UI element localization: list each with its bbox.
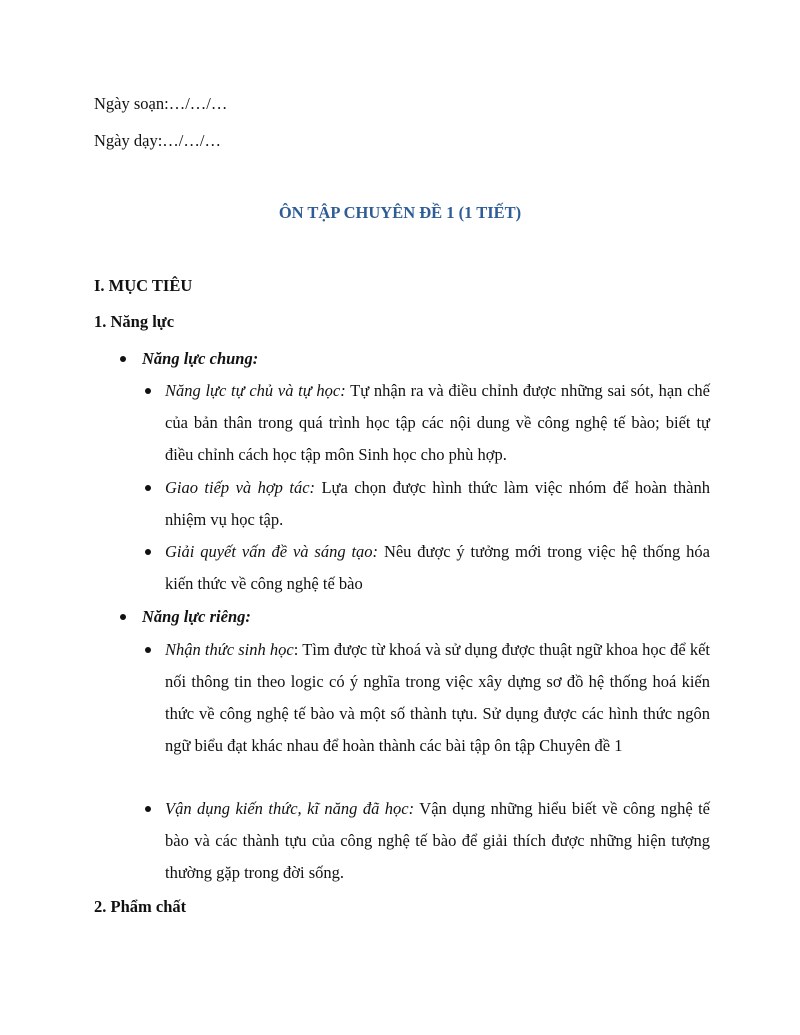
item-text: Tự nhận ra và điều chỉnh được những sai sót, hạn chế của bản thân trong quá trình học tập các nội dung về công nghệ tế bào; biết tự điều chỉnh cách học tập môn Sinh học cho phù hợp. xyxy=(165,381,711,464)
specific-competency-label: Năng lực riêng: xyxy=(142,607,251,626)
section-heading-objectives: I. MỤC TIÊU xyxy=(94,276,193,295)
list-item-problem-solving xyxy=(165,536,710,600)
item-text: Lựa chọn được hình thức làm việc nhóm để hoàn thành nhiệm vụ học tập. xyxy=(165,478,710,529)
bullet-icon xyxy=(120,356,126,362)
general-competency-label: Năng lực chung: xyxy=(142,349,259,368)
bullet-icon xyxy=(145,485,151,491)
item-text: Vận dụng những hiểu biết về công nghệ tế bào và các thành tựu của công nghệ tế bào để giải thích được những hiện tượng thường gặp trong đời sống. xyxy=(165,799,710,882)
item-lead: Nhận thức sinh học xyxy=(165,640,294,659)
list-item-self-study xyxy=(165,375,710,471)
list-item-communication xyxy=(165,472,710,536)
bullet-icon xyxy=(145,806,151,812)
prep-date: Ngày soạn:…/…/… xyxy=(94,94,228,113)
teach-date: Ngày dạy:…/…/… xyxy=(94,131,221,150)
bullet-icon xyxy=(145,388,151,394)
list-item-knowledge-application xyxy=(165,793,710,889)
item-text: : Tìm được từ khoá và sử dụng được thuật ngữ khoa học để kết nối thông tin theo logic có ý nghĩa trong việc xây dựng sơ đồ hệ thống hoá kiến thức về công nghệ tế bào và một số thành tựu. Sử dụng được các hình thức ngôn ngữ biểu đạt khác nhau để hoàn thành các bài tập ôn tập Chuyên đề 1 xyxy=(165,640,710,755)
bullet-icon xyxy=(145,647,151,653)
list-item-biology-cognition xyxy=(165,634,710,762)
subheading-competencies: 1. Năng lực xyxy=(94,312,175,331)
item-text: Nêu được ý tưởng mới trong việc hệ thống hóa kiến thức về công nghệ tế bào xyxy=(165,542,711,593)
item-lead: Giải quyết vấn đề và sáng tạo: xyxy=(165,542,379,561)
bullet-icon xyxy=(120,614,126,620)
bullet-icon xyxy=(145,549,151,555)
subheading-qualities: 2. Phẩm chất xyxy=(94,897,187,916)
item-lead: Vận dụng kiến thức, kĩ năng đã học: xyxy=(165,799,415,818)
document-title: ÔN TẬP CHUYÊN ĐỀ 1 (1 TIẾT) xyxy=(278,203,522,222)
item-lead: Giao tiếp và hợp tác: xyxy=(165,478,316,497)
item-lead: Năng lực tự chủ và tự học: xyxy=(165,381,346,400)
